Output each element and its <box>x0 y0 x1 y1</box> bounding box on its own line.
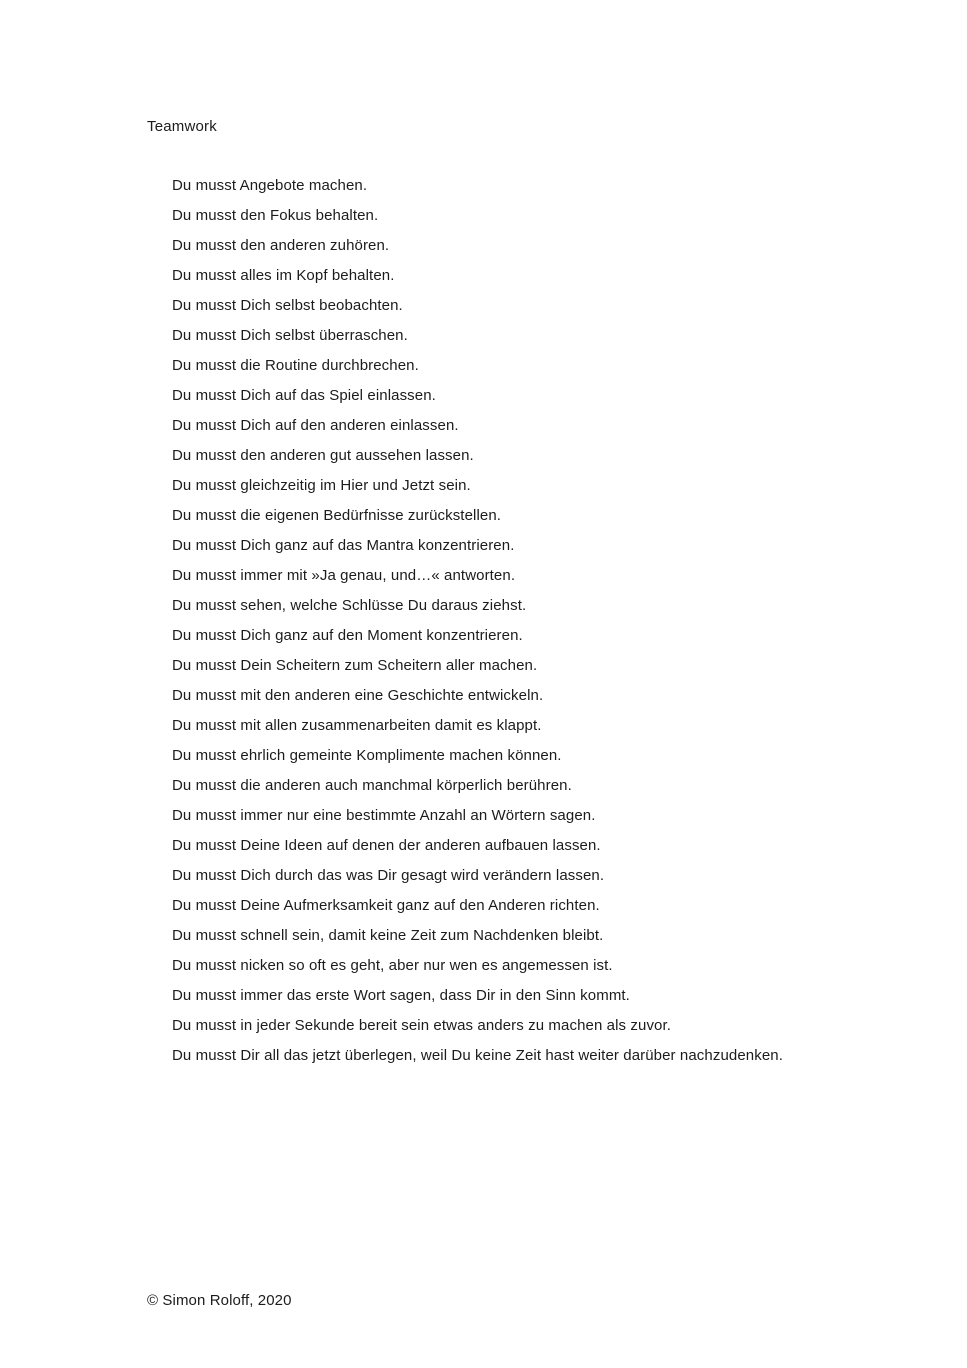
poem-line: Du musst Dich auf den anderen einlassen. <box>172 417 459 434</box>
poem-line: Du musst in jeder Sekunde bereit sein etwas anders zu machen als zuvor. <box>172 1017 672 1034</box>
poem-line: Du musst schnell sein, damit keine Zeit zum Nachdenken bleibt. <box>172 927 604 944</box>
page-title: Teamwork <box>147 118 217 135</box>
poem-line: Du musst Dich ganz auf den Moment konzentrieren. <box>172 627 523 644</box>
copyright-line: © Simon Roloff, 2020 <box>147 1292 292 1309</box>
poem-line: Du musst den Fokus behalten. <box>172 207 379 224</box>
poem-line: Du musst den anderen gut aussehen lassen. <box>172 447 474 464</box>
poem-line: Du musst mit den anderen eine Geschichte entwickeln. <box>172 687 544 704</box>
poem-line: Du musst die Routine durchbrechen. <box>172 357 419 374</box>
poem-line: Du musst die eigenen Bedürfnisse zurückstellen. <box>172 507 502 524</box>
poem-line: Du musst gleichzeitig im Hier und Jetzt sein. <box>172 477 471 494</box>
poem-line: Du musst Dein Scheitern zum Scheitern aller machen. <box>172 657 538 674</box>
poem-line: Du musst Dich auf das Spiel einlassen. <box>172 387 436 404</box>
poem-line: Du musst Deine Ideen auf denen der anderen aufbauen lassen. <box>172 837 601 854</box>
poem-line: Du musst nicken so oft es geht, aber nur wen es angemessen ist. <box>172 957 613 974</box>
poem-line: Du musst ehrlich gemeinte Komplimente machen können. <box>172 747 562 764</box>
poem-line: Du musst Dich selbst überraschen. <box>172 327 408 344</box>
poem-line: Du musst Dich selbst beobachten. <box>172 297 403 314</box>
poem-line: Du musst sehen, welche Schlüsse Du daraus ziehst. <box>172 597 527 614</box>
poem-line: Du musst alles im Kopf behalten. <box>172 267 395 284</box>
poem-line: Du musst immer nur eine bestimmte Anzahl an Wörtern sagen. <box>172 807 596 824</box>
poem-line: Du musst immer mit »Ja genau, und…« antworten. <box>172 567 516 584</box>
poem-line: Du musst immer das erste Wort sagen, dass Dir in den Sinn kommt. <box>172 987 630 1004</box>
poem-line: Du musst Dir all das jetzt überlegen, weil Du keine Zeit hast weiter darüber nachzudenken. <box>172 1047 783 1064</box>
poem-line: Du musst Dich durch das was Dir gesagt wird verändern lassen. <box>172 867 605 884</box>
poem-line: Du musst Deine Aufmerksamkeit ganz auf den Anderen richten. <box>172 897 600 914</box>
poem-line: Du musst den anderen zuhören. <box>172 237 390 254</box>
poem-line: Du musst die anderen auch manchmal körperlich berühren. <box>172 777 572 794</box>
poem-line: Du musst Angebote machen. <box>172 177 368 194</box>
poem-line: Du musst Dich ganz auf das Mantra konzentrieren. <box>172 537 515 554</box>
poem-line: Du musst mit allen zusammenarbeiten damit es klappt. <box>172 717 542 734</box>
poem-lines <box>172 171 783 1071</box>
